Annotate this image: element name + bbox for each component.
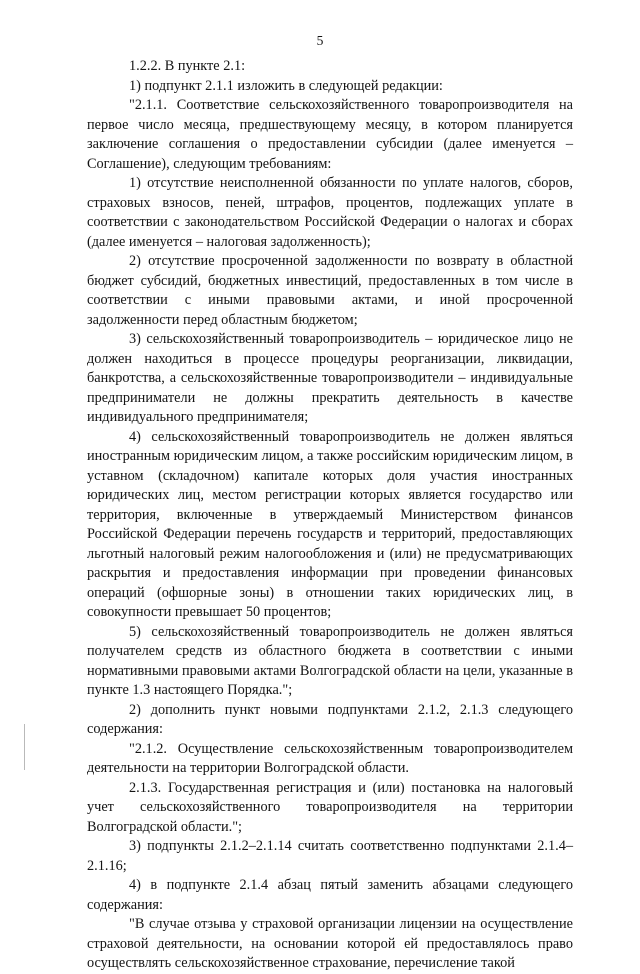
paragraph-requirement-5: 5) сельскохозяйственный товаропроизводитель не должен являться получателем средств из областного бюджета в соответствии с иными нормативными правовыми актами Волгоградской области на цели, указанные в пункте 1.3 настоящего Порядка."; xyxy=(87,623,573,698)
paragraph-section-1-2-2: 1.2.2. В пункте 2.1: xyxy=(129,58,246,74)
paragraph-2-1-1: "2.1.1. Соответствие сельскохозяйственного товаропроизводителя на первое число месяца, предшествующему месяцу, в котором планируется заключение соглашения о предоставлении субсидии (далее именуется – Соглашение), следующим требованиям: xyxy=(87,97,573,172)
paragraph-item-4-intro: 4) в подпункте 2.1.4 абзац пятый заменить абзацами следующего содержания: xyxy=(87,877,573,913)
page-number: 5 xyxy=(316,33,324,48)
scan-margin-mark xyxy=(24,724,25,770)
document-body xyxy=(87,57,573,974)
paragraph-insurance-license: "В случае отзыва у страховой организации лицензии на осуществление страховой деятельности, на основании которой ей предоставлялось право осуществлять сельскохозяйственное страхование, перечисление такой xyxy=(87,916,573,971)
paragraph-requirement-4: 4) сельскохозяйственный товаропроизводитель не должен являться иностранным юридическим лицом, а также российским юридическим лицом, в уставном (складочном) капитале которых доля участия иностранных юридических лиц, местом регистрации которых является государство или территория, включенные в утверждаемый Министерством финансов Российской Федерации перечень государств и территорий, предоставляющих льготный налоговый режим налогообложения и (или) не предусматривающих раскрытия и предоставления информации при проведении финансовых операций (офшорные зоны) в отношении таких юридических лиц, в совокупности превышает 50 процентов; xyxy=(87,428,573,620)
paragraph-item-1-intro: 1) подпункт 2.1.1 изложить в следующей редакции: xyxy=(129,77,443,94)
paragraph-2-1-3: 2.1.3. Государственная регистрация и (или) постановка на налоговый учет сельскохозяйственного товаропроизводителя на территории Волгоградской области."; xyxy=(87,779,573,835)
paragraph-item-3: 3) подпункты 2.1.2–2.1.14 считать соответственно подпунктами 2.1.4–2.1.16; xyxy=(87,838,573,874)
paragraph-2-1-2: "2.1.2. Осуществление сельскохозяйственным товаропроизводителем деятельности на территории Волгоградской области. xyxy=(87,740,573,776)
paragraph-requirement-3: 3) сельскохозяйственный товаропроизводитель – юридическое лицо не должен находиться в процессе процедуры реорганизации, ликвидации, банкротства, а сельскохозяйственные товаропроизводители – индивидуальные предприниматели не должны прекратить деятельность в качестве индивидуального предпринимателя; xyxy=(87,331,573,425)
paragraph-requirement-2: 2) отсутствие просроченной задолженности по возврату в областной бюджет субсидий, бюджетных инвестиций, предоставленных в том числе в соответствии с иными правовыми актами, и иной просроченной задолженности перед областным бюджетом; xyxy=(87,253,573,328)
paragraph-item-2-intro: 2) дополнить пункт новыми подпунктами 2.1.2, 2.1.3 следующего содержания: xyxy=(87,701,573,737)
paragraph-requirement-1: 1) отсутствие неисполненной обязанности по уплате налогов, сборов, страховых взносов, пеней, штрафов, процентов, подлежащих уплате в соответствии с законодательством Российской Федерации о налогах и сборах (далее именуется – налоговая задолженность); xyxy=(87,175,573,250)
